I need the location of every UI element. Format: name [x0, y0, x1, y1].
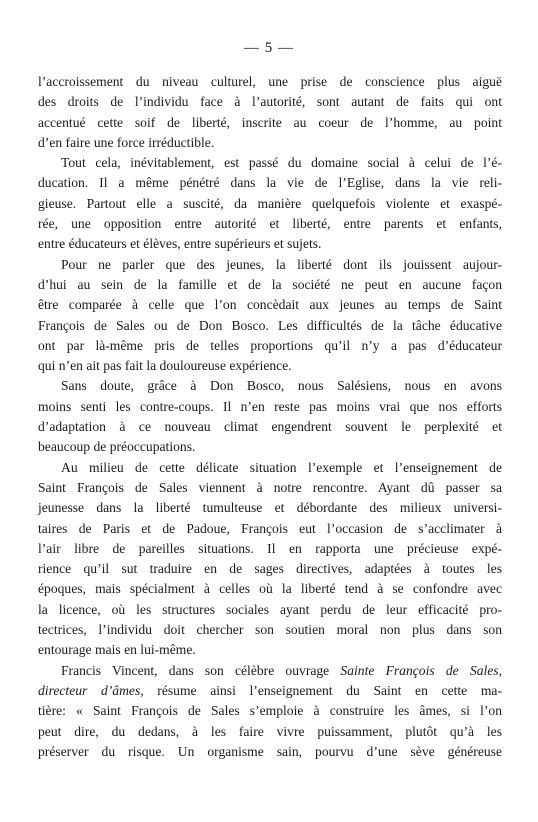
text-line: l’air libre de pareilles situations. Il en rapporta une précieuse expé- — [38, 540, 502, 556]
text-line: rience qu’il sut traduire en de sages directives, adaptées à toutes les — [38, 561, 502, 577]
body-text — [38, 72, 502, 762]
text-line: d’en faire une force irréductible. — [38, 134, 215, 150]
text-line: entre éducateurs et élèves, entre supérieurs et sujets. — [38, 236, 322, 252]
text-line: être comparée à celle que l’on concèdait aux jeunes au temps de Saint — [38, 297, 502, 313]
text-line: d’hui au sein de la famille et de la société ne peut en aucune façon — [38, 276, 502, 292]
text-line: Saint François de Sales viennent à notre rencontre. Ayant dû passer sa — [38, 479, 502, 495]
text-line — [38, 661, 502, 681]
book-title-part-1: Sainte François de Sales, — [340, 662, 502, 678]
text-line: Pour ne parler que des jeunes, la liberté dont ils jouissent aujour- — [61, 256, 502, 272]
page-number: — 5 — — [244, 40, 294, 56]
text-line: l’accroissement du niveau culturel, une prise de conscience plus aiguë — [38, 74, 502, 89]
text-line: tectrices, l’individu doit chercher son soutien moral non plus dans son — [38, 622, 502, 638]
text-line: Sans doute, grâce à Don Bosco, nous Salésiens, nous en avons — [61, 378, 502, 394]
text-line: beaucoup de préoccupations. — [38, 439, 196, 455]
text-line: ducation. Il a même pénétré dans la vie de l’Eglise, dans la vie reli- — [38, 175, 502, 191]
text-line: accentué cette soif de liberté, inscrite au coeur de l’homme, au point — [38, 114, 502, 130]
text-line: peut dire, du dedans, à les faire vivre puissamment, plutôt qu’à les — [38, 723, 502, 739]
text-line: Tout cela, inévitablement, est passé du domaine social à celui de l’é- — [61, 155, 502, 171]
text-line: qui n’en ait pas fait la douloureuse expérience. — [38, 358, 292, 374]
text-line: gieuse. Partout elle a suscité, da manière quelquefois violente et exaspé- — [38, 195, 502, 211]
citation-intro: Francis Vincent, dans son célèbre ouvrage — [61, 662, 341, 678]
text-line: préserver du risque. Un organisme sain, pourvu d’une sève généreuse — [38, 743, 502, 759]
text-line: entourage mais en lui-même. — [38, 642, 196, 658]
text-line: époques, mais spécialment à celles où la liberté tend à se confondre avec — [38, 581, 502, 597]
text-line: la licence, où les structures sociales ayant perdu de leur efficacité pro- — [38, 601, 502, 617]
text-line: ont par là-même pris de telles proportions qu’il n’y a pas d’éducateur — [38, 337, 502, 353]
book-title-part-2: directeur d’âmes, — [38, 682, 144, 698]
text-line: tière: « Saint François de Sales s’emploie à construire les âmes, si l’on — [38, 703, 502, 719]
text-line: François de Sales ou de Don Bosco. Les difficultés de la tâche éducative — [38, 317, 502, 333]
text-line: moins senti les contre-coups. Il n’en reste pas moins vrai que nos efforts — [38, 398, 502, 414]
text-line: jeunesse dans la liberté tumulteuse et débordante des milieux universi- — [38, 500, 502, 516]
text-line: taires de Paris et de Padoue, François eut l’occasion de s’acclimater à — [38, 520, 502, 536]
text-line: rée, une opposition entre autorité et liberté, entre parents et enfants, — [38, 216, 502, 232]
text-line: des droits de l’individu face à l’autorité, sont autant de faits qui ont — [38, 94, 502, 110]
text-line: Au milieu de cette délicate situation l’exemple et l’enseignement de — [61, 459, 502, 475]
main-paragraphs — [38, 72, 502, 661]
citation-continuation: résume ainsi l’enseignement du Saint en cette ma- — [143, 682, 502, 698]
closing-paragraph — [38, 701, 502, 762]
text-line — [38, 681, 502, 701]
text-line: d’adaptation à ce nouveau climat engendrent souvent le perplexité et — [38, 419, 502, 435]
